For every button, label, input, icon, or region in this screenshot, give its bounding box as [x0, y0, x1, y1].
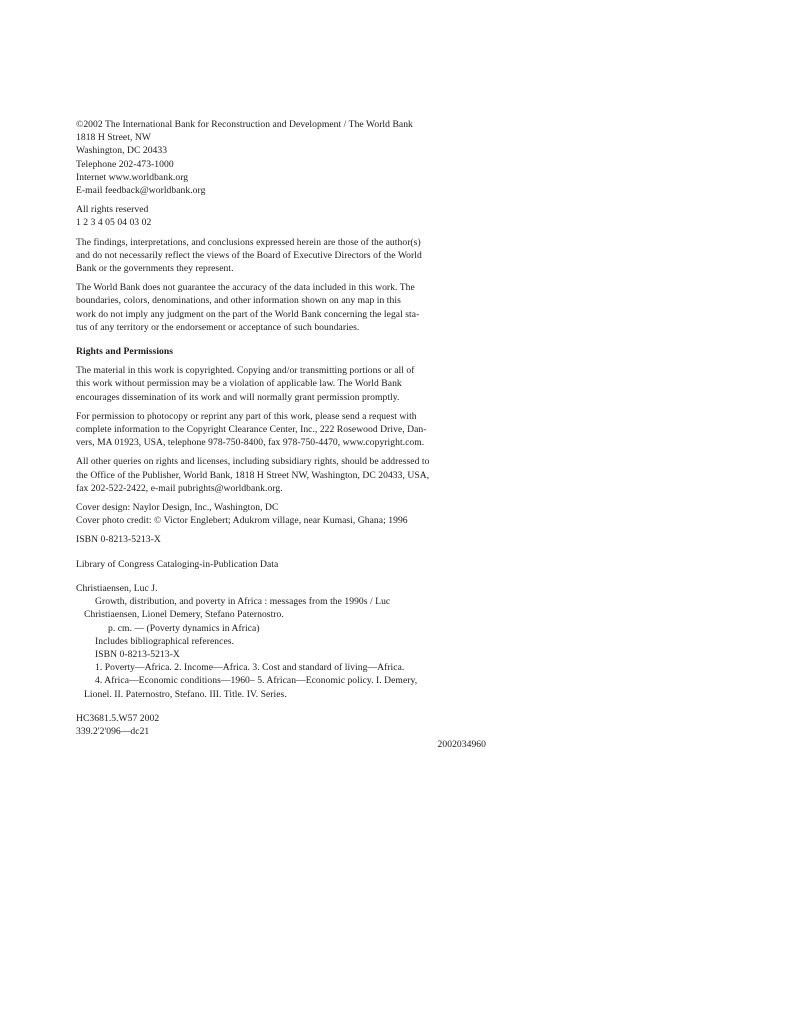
cip-title: Growth, distribution, and poverty in Africa : messages from the 1990s / Luc [95, 596, 391, 608]
dewey-number: 339.2'2'096—dc21 [76, 725, 150, 737]
cip-subject: 1. Poverty—Africa. 2. Income—Africa. 3. Cost and standard of living—Africa. [95, 662, 405, 674]
text-line: work do not imply any judgment on the part of the World Bank concerning the legal sta- [76, 308, 420, 320]
text-line: The material in this work is copyrighted. Copying and/or transmitting portions or all of [76, 365, 415, 377]
disclaimer-findings [76, 236, 486, 276]
text-line: this work without permission may be a violation of applicable law. The World Bank [76, 378, 402, 390]
cip-block [76, 558, 486, 752]
cip-subject: Lionel. II. Paternostro, Stefano. III. Title. IV. Series. [84, 688, 287, 700]
cip-subject: 4. Africa—Economic conditions—1960– 5. African—Economic policy. I. Demery, [95, 675, 418, 687]
lc-call-number: HC3681.5.W57 2002 [76, 712, 160, 724]
text-line: Bank or the governments they represent. [76, 263, 234, 275]
permissions-para-2 [76, 410, 486, 450]
text-line: the Office of the Publisher, World Bank, 1818 H Street NW, Washington, DC 20433, USA, [76, 469, 430, 481]
cip-note: Includes bibliographical references. [95, 635, 234, 647]
text-line: vers, MA 01923, USA, telephone 978-750-8400, fax 978-750-4470, www.copyright.com. [76, 437, 425, 449]
telephone: Telephone 202-473-1000 [76, 158, 174, 170]
text-line: For permission to photocopy or reprint any part of this work, please send a request with [76, 410, 417, 422]
printing-line: 1 2 3 4 05 04 03 02 [76, 217, 152, 229]
text-line: complete information to the Copyright Clearance Center, Inc., 222 Rosewood Drive, Dan- [76, 424, 427, 436]
text-line: encourages dissemination of its work and will normally grant permission promptly. [76, 391, 400, 403]
email: E-mail feedback@worldbank.org [76, 185, 206, 197]
text-line: boundaries, colors, denominations, and other information shown on any map in this [76, 295, 401, 307]
text-line: fax 202-522-2422, e-mail pubrights@worldbank.org. [76, 482, 283, 494]
rights-block [76, 203, 486, 229]
copyright-line: ©2002 The International Bank for Reconstruction and Development / The World Bank [76, 119, 413, 130]
rights-permissions-heading: Rights and Permissions [76, 346, 174, 358]
cover-design: Cover design: Naylor Design, Inc., Washington, DC [76, 502, 279, 514]
disclaimer-boundaries [76, 281, 486, 334]
permissions-para-3 [76, 455, 486, 495]
address-city: Washington, DC 20433 [76, 145, 168, 157]
text-line: The World Bank does not guarantee the accuracy of the data included in this work. The [76, 282, 415, 294]
copyright-page [76, 118, 486, 751]
lccn: 2002034960 [437, 739, 486, 751]
isbn: ISBN 0-8213-5213-X [76, 534, 161, 546]
text-line: tus of any territory or the endorsement or acceptance of such boundaries. [76, 321, 360, 333]
internet: Internet www.worldbank.org [76, 171, 189, 183]
text-line: All other queries on rights and licenses, including subsidiary rights, should be addressed to [76, 456, 430, 468]
address-street: 1818 H Street, NW [76, 132, 151, 144]
rights-permissions-section [76, 345, 486, 495]
permissions-para-1 [76, 364, 486, 404]
cover-credits [76, 501, 486, 527]
text-line: and do not necessarily reflect the views of the Board of Executive Directors of the World [76, 249, 422, 261]
cip-physical: p. cm. — (Poverty dynamics in Africa) [108, 622, 260, 634]
text-line: The findings, interpretations, and conclusions expressed herein are those of the author(s) [76, 236, 421, 248]
cip-isbn: ISBN 0-8213-5213-X [95, 648, 180, 660]
cip-title-cont: Christiaensen, Lionel Demery, Stefano Paternostro. [84, 609, 284, 621]
copyright-block [76, 118, 486, 197]
cover-photo-credit: Cover photo credit: © Victor Englebert; Adukrom village, near Kumasi, Ghana; 1996 [76, 515, 408, 527]
cip-heading: Library of Congress Cataloging-in-Publication Data [76, 558, 279, 570]
cip-author: Christiaensen, Luc J. [76, 582, 158, 594]
rights-reserved: All rights reserved [76, 204, 149, 216]
